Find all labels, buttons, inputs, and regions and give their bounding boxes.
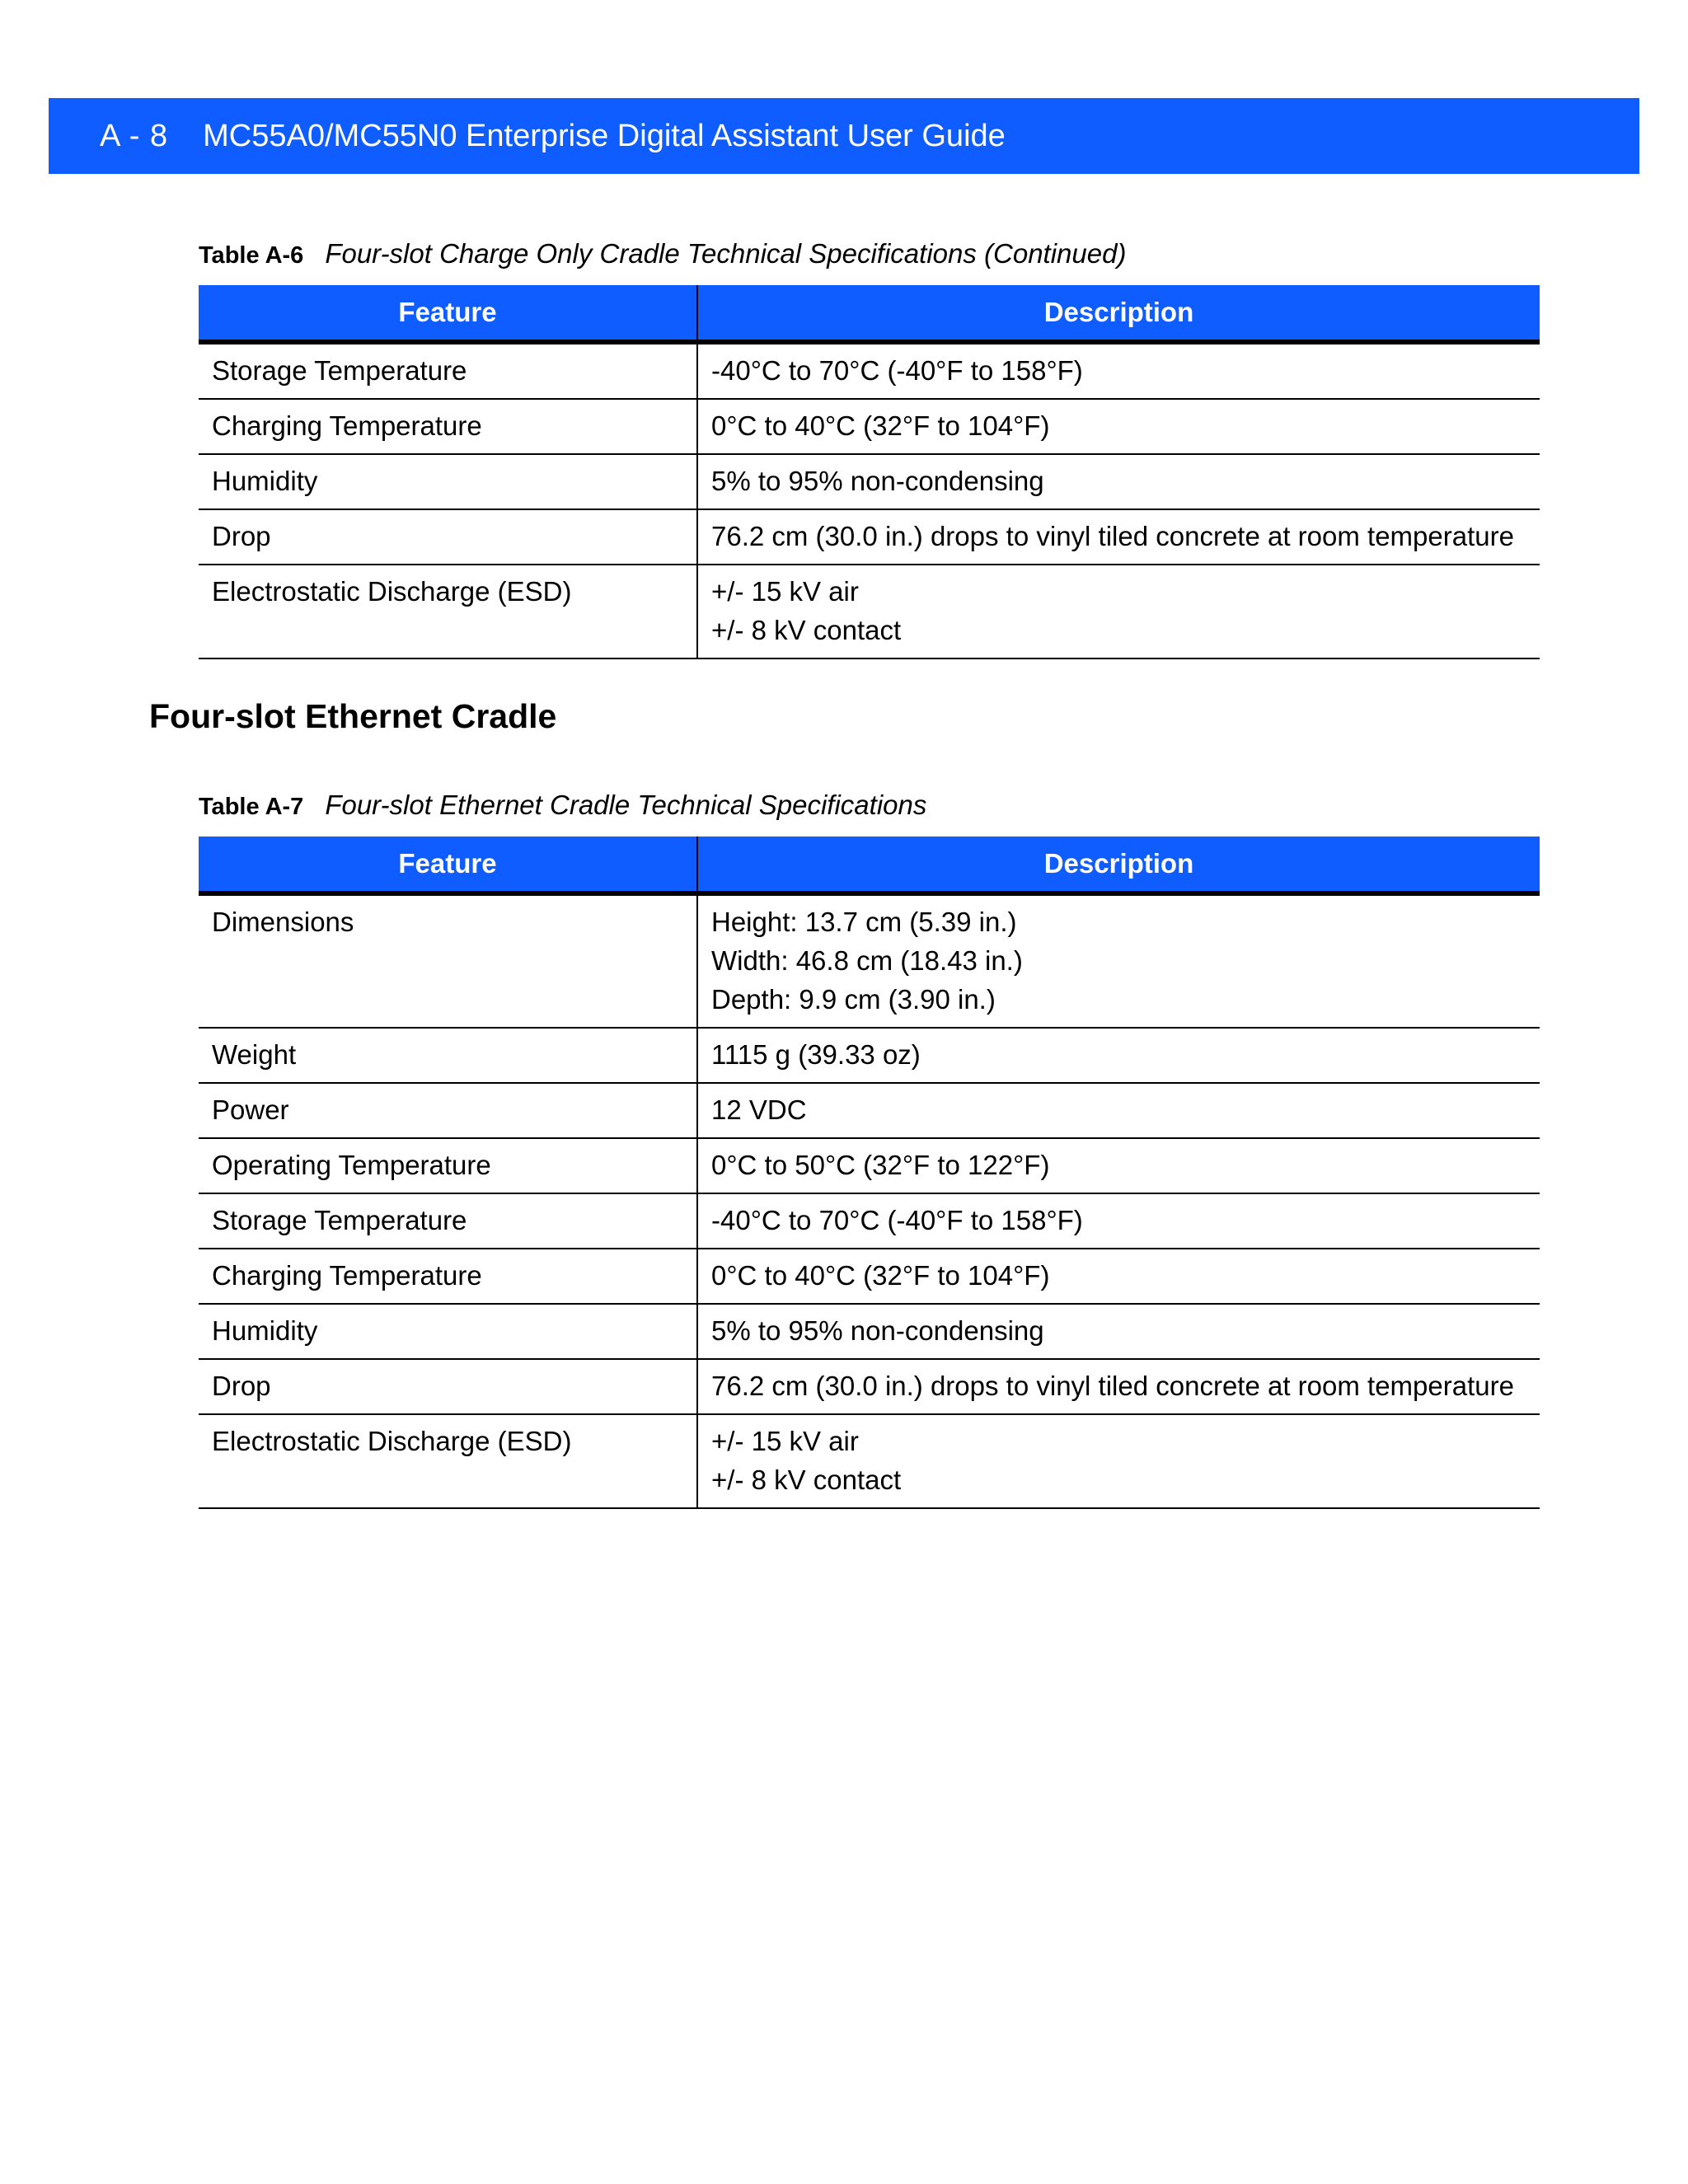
feature-cell: Storage Temperature — [199, 342, 697, 399]
table-row — [199, 1138, 1540, 1193]
description-cell — [697, 1359, 1540, 1414]
table-a6-caption-text: Four-slot Charge Only Cradle Technical Specifications (Continued) — [325, 238, 1127, 269]
table-a7 — [199, 837, 1540, 1509]
table-row — [199, 893, 1540, 1028]
description-cell — [697, 1193, 1540, 1249]
description-cell — [697, 1028, 1540, 1083]
feature-cell: Dimensions — [199, 893, 697, 1028]
description-line: 76.2 cm (30.0 in.) drops to vinyl tiled concrete at room temperature — [711, 1371, 1514, 1401]
description-cell — [697, 1138, 1540, 1193]
description-cell — [697, 1083, 1540, 1138]
column-header-description: Description — [697, 285, 1540, 342]
description-cell — [697, 1414, 1540, 1508]
feature-cell: Humidity — [199, 454, 697, 509]
description-cell — [697, 454, 1540, 509]
description-cell — [697, 509, 1540, 565]
table-row — [199, 1359, 1540, 1414]
description-line: Depth: 9.9 cm (3.90 in.) — [711, 984, 996, 1015]
document-title: MC55A0/MC55N0 Enterprise Digital Assistant User Guide — [203, 118, 1006, 153]
feature-cell: Charging Temperature — [199, 1249, 697, 1304]
feature-cell: Charging Temperature — [199, 399, 697, 454]
feature-cell: Weight — [199, 1028, 697, 1083]
description-line: 76.2 cm (30.0 in.) drops to vinyl tiled concrete at room temperature — [711, 521, 1514, 551]
table-a6 — [199, 285, 1540, 659]
table-a7-body — [199, 893, 1540, 1508]
description-line: -40°C to 70°C (-40°F to 158°F) — [711, 1205, 1083, 1235]
table-row — [199, 1193, 1540, 1249]
description-cell — [697, 893, 1540, 1028]
table-a6-caption-number: Table A-6 — [199, 242, 304, 269]
column-header-description: Description — [697, 837, 1540, 893]
feature-cell: Drop — [199, 1359, 697, 1414]
table-row — [199, 454, 1540, 509]
description-line: +/- 8 kV contact — [711, 1465, 902, 1495]
table-row — [199, 509, 1540, 565]
description-cell — [697, 565, 1540, 658]
description-cell — [697, 342, 1540, 399]
column-header-feature: Feature — [199, 837, 697, 893]
column-header-feature: Feature — [199, 285, 697, 342]
description-cell — [697, 1249, 1540, 1304]
page-header — [49, 98, 1639, 174]
table-a7-caption-number: Table A-7 — [199, 794, 304, 820]
description-line: +/- 8 kV contact — [711, 615, 902, 645]
description-line: Width: 46.8 cm (18.43 in.) — [711, 945, 1023, 976]
feature-cell: Electrostatic Discharge (ESD) — [199, 1414, 697, 1508]
description-line: Height: 13.7 cm (5.39 in.) — [711, 907, 1017, 937]
feature-cell: Drop — [199, 509, 697, 565]
description-line: +/- 15 kV air — [711, 1426, 859, 1456]
table-header-row — [199, 285, 1540, 342]
feature-cell: Power — [199, 1083, 697, 1138]
table-header-row — [199, 837, 1540, 893]
table-row — [199, 399, 1540, 454]
table-row — [199, 1304, 1540, 1359]
description-line: 1115 g (39.33 oz) — [711, 1039, 921, 1070]
page-number: A - 8 — [100, 118, 169, 153]
description-line: 0°C to 40°C (32°F to 104°F) — [711, 1260, 1050, 1291]
feature-cell: Humidity — [199, 1304, 697, 1359]
feature-cell: Electrostatic Discharge (ESD) — [199, 565, 697, 658]
table-row — [199, 565, 1540, 658]
description-line: 12 VDC — [711, 1094, 807, 1125]
description-line: +/- 15 kV air — [711, 576, 859, 607]
table-row — [199, 1414, 1540, 1508]
feature-cell: Operating Temperature — [199, 1138, 697, 1193]
section-heading: Four-slot Ethernet Cradle — [149, 697, 557, 735]
description-cell — [697, 399, 1540, 454]
table-row — [199, 342, 1540, 399]
table-a6-body — [199, 342, 1540, 658]
table-a7-caption — [199, 790, 926, 821]
description-line: 0°C to 40°C (32°F to 104°F) — [711, 410, 1050, 441]
description-cell — [697, 1304, 1540, 1359]
table-a6-caption — [199, 238, 1126, 269]
description-line: -40°C to 70°C (-40°F to 158°F) — [711, 355, 1083, 386]
table-a7-caption-text: Four-slot Ethernet Cradle Technical Specifications — [325, 790, 927, 820]
feature-cell: Storage Temperature — [199, 1193, 697, 1249]
table-row — [199, 1249, 1540, 1304]
description-line: 5% to 95% non-condensing — [711, 1315, 1044, 1346]
description-line: 5% to 95% non-condensing — [711, 466, 1044, 496]
table-row — [199, 1083, 1540, 1138]
description-line: 0°C to 50°C (32°F to 122°F) — [711, 1150, 1050, 1180]
table-row — [199, 1028, 1540, 1083]
